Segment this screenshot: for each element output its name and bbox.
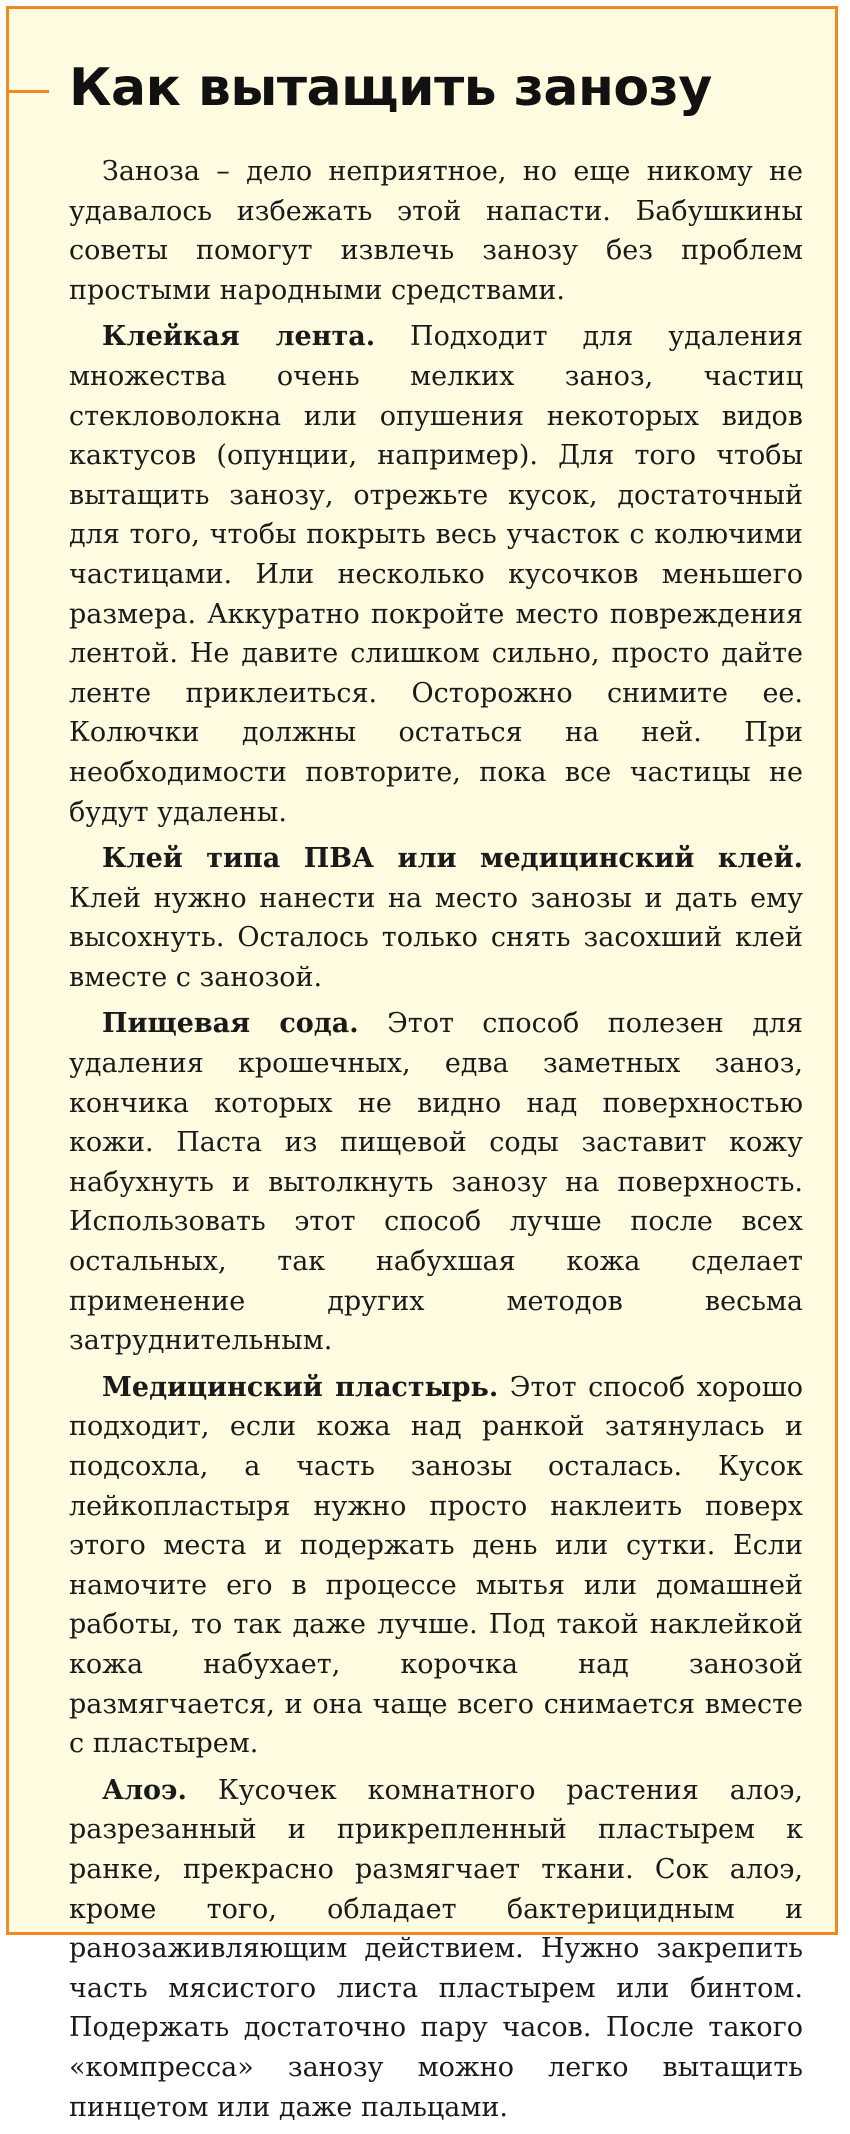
intro-paragraph: Заноза – дело неприятное, но еще никому не удавалось избежать этой напасти. Бабушкины советы помогут извлечь занозу без проблем простыми народными средствами. bbox=[69, 156, 803, 306]
section-text: Подходит для удаления множества очень мелких заноз, частиц стекловолокна или опушения некоторых видов кактусов (опунции, например). Для того чтобы вытащить занозу, отрежьте кусок, достаточный для того, чтобы покрыть весь участок с колючими частицами. Или несколько кусочков меньшего размера. Аккуратно покройте место повреждения лентой. Не давите слишком сильно, просто дайте ленте приклеиться. Осторожно снимите ее. Колючки должны остаться на ней. При необходимости повторите, пока все частицы не будут удалены. bbox=[69, 321, 803, 828]
section-text: Кусочек комнатного растения алоэ, разрезанный и прикрепленный пластырем к ранке, прекрасно размягчает ткани. Сок алоэ, кроме того, обладает бактерицидным и ранозаживляющим действием. Нужно закрепить часть мясистого листа пластырем или бинтом. Подержать достаточно пару часов. После такого «компресса» занозу можно легко вытащить пинцетом или даже пальцами. bbox=[69, 1774, 803, 2123]
section-pva-glue bbox=[69, 839, 803, 997]
section-text: Этот способ полезен для удаления крошечных, едва заметных заноз, кончика которых не видно над поверхностью кожи. Паста из пищевой соды заставит кожу набухнуть и вытолкнуть занозу на поверхность. Использовать этот способ лучше после всех остальных, так набухшая кожа сделает применение других методов весьма затруднительным. bbox=[69, 1008, 804, 1357]
article-body bbox=[69, 152, 803, 2134]
section-heading: Пищевая сода. bbox=[102, 1008, 359, 1040]
article-card bbox=[6, 6, 838, 2123]
section-text: Этот способ хорошо подходит, если кожа над ранкой затянулась и подсохла, а часть занозы осталась. Кусок лейкопластыря нужно просто наклеить поверх этого места и подержать день или сутки. Если намочите его в процессе мытья или домашней работы, то так даже лучше. Под такой наклейкой кожа набухает, корочка над занозой размягчается, и она чаще всего снимается вместе с пластырем. bbox=[69, 1371, 803, 1760]
section-adhesive-tape bbox=[69, 317, 803, 832]
section-heading: Клейкая лента. bbox=[102, 321, 376, 353]
section-text: Клей нужно нанести на место занозы и дать ему высохнуть. Осталось только снять засохший клей вместе с занозой. bbox=[69, 882, 803, 993]
frame-accent-tick bbox=[9, 90, 49, 93]
section-medical-plaster bbox=[69, 1368, 803, 1764]
section-heading: Клей типа ПВА или медицинский клей. bbox=[102, 843, 803, 875]
article-title: Как вытащить занозу bbox=[69, 58, 712, 118]
section-baking-soda bbox=[69, 1004, 803, 1360]
section-heading: Медицинский пластырь. bbox=[102, 1371, 499, 1403]
section-heading: Алоэ. bbox=[102, 1774, 187, 1806]
